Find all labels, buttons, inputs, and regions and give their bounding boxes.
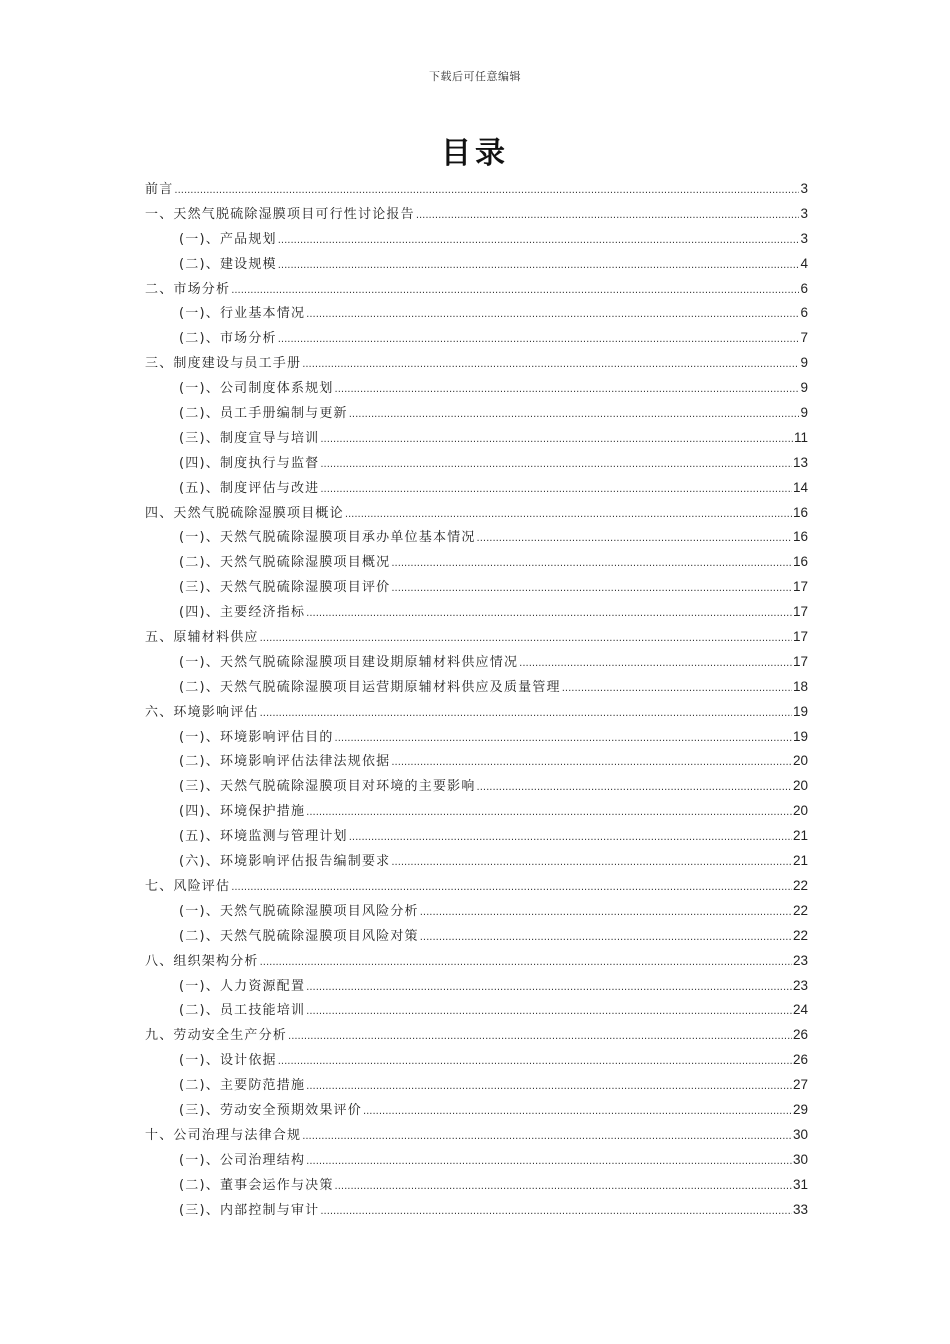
toc-dot-leader [278, 254, 800, 279]
toc-dot-leader [391, 577, 792, 602]
toc-dot-leader [306, 1000, 792, 1025]
toc-dot-leader [391, 751, 792, 776]
toc-entry-label: 二、市场分析 [145, 281, 231, 297]
toc-entry[interactable] [145, 401, 808, 426]
toc-dot-leader [349, 826, 792, 851]
toc-entry-page-number: 18 [792, 678, 808, 694]
toc-dot-leader [174, 179, 799, 204]
toc-entry-label: 九、劳动安全生产分析 [145, 1028, 288, 1044]
toc-entry-page-number: 17 [792, 604, 808, 620]
toc-dot-leader [306, 976, 792, 1001]
toc-dot-leader [349, 403, 800, 428]
toc-entry-label: 六、环境影响评估 [145, 704, 259, 720]
toc-entry[interactable] [145, 924, 808, 949]
toc-entry-label: (二)、建设规模 [179, 256, 277, 272]
toc-entry-page-number: 16 [792, 529, 808, 545]
toc-entry-page-number: 9 [800, 355, 808, 371]
toc-entry[interactable] [145, 899, 808, 924]
toc-entry-label: (三)、制度宣导与培训 [179, 430, 320, 446]
toc-entry[interactable] [145, 1048, 808, 1073]
toc-entry[interactable] [145, 252, 808, 277]
toc-entry-label: (一)、天然气脱硫除湿膜项目风险分析 [179, 903, 419, 919]
toc-dot-leader [306, 801, 792, 826]
toc-entry-page-number: 33 [792, 1201, 808, 1217]
toc-entry-label: (二)、天然气脱硫除湿膜项目概况 [179, 555, 391, 571]
toc-entry-label: (二)、天然气脱硫除湿膜项目运营期原辅材料供应及质量管理 [179, 679, 561, 695]
page-header: 下载后可任意编辑 [429, 70, 521, 83]
toc-entry-page-number: 21 [792, 828, 808, 844]
toc-entry-page-number: 14 [792, 479, 808, 495]
toc-entry[interactable] [145, 426, 808, 451]
toc-entry-label: (一)、产品规划 [179, 231, 277, 247]
toc-dot-leader [302, 353, 799, 378]
toc-entry[interactable] [145, 376, 808, 401]
toc-entry-label: 十、公司治理与法律合规 [145, 1127, 302, 1143]
toc-entry[interactable] [145, 177, 808, 202]
toc-dot-leader [306, 602, 792, 627]
toc-dot-leader [420, 926, 792, 951]
toc-dot-leader [477, 776, 792, 801]
toc-entry[interactable] [145, 1148, 808, 1173]
toc-entry[interactable] [145, 974, 808, 999]
toc-dot-leader [302, 1125, 792, 1150]
toc-entry[interactable] [145, 575, 808, 600]
toc-dot-leader [335, 1175, 792, 1200]
toc-dot-leader [231, 279, 799, 304]
toc-entry-page-number: 20 [792, 778, 808, 794]
toc-dot-leader [306, 303, 799, 328]
toc-dot-leader [278, 229, 800, 254]
toc-entry[interactable] [145, 277, 808, 302]
toc-entry-label: 八、组织架构分析 [145, 953, 259, 969]
toc-entry[interactable] [145, 700, 808, 725]
toc-entry[interactable] [145, 949, 808, 974]
toc-dot-leader [320, 453, 792, 478]
toc-entry[interactable] [145, 675, 808, 700]
toc-entry-page-number: 17 [792, 653, 808, 669]
toc-entry-label: (二)、天然气脱硫除湿膜项目风险对策 [179, 928, 419, 944]
toc-entry-label: (五)、制度评估与改进 [179, 480, 320, 496]
toc-entry[interactable] [145, 749, 808, 774]
toc-dot-leader [477, 527, 792, 552]
toc-dot-leader [345, 503, 792, 528]
toc-entry[interactable] [145, 301, 808, 326]
toc-entry-label: (一)、公司制度体系规划 [179, 381, 334, 397]
toc-entry-page-number: 16 [792, 504, 808, 520]
toc-dot-leader [306, 1075, 792, 1100]
toc-entry-label: (二)、员工手册编制与更新 [179, 406, 348, 422]
toc-dot-leader [519, 652, 792, 677]
toc-entry[interactable] [145, 1073, 808, 1098]
toc-entry[interactable] [145, 625, 808, 650]
toc-dot-leader [335, 727, 792, 752]
toc-entry-page-number: 17 [792, 629, 808, 645]
toc-entry[interactable] [145, 824, 808, 849]
toc-dot-leader [260, 702, 792, 727]
toc-dot-leader [288, 1025, 792, 1050]
toc-entry-label: (三)、天然气脱硫除湿膜项目对环境的主要影响 [179, 779, 476, 795]
toc-entry-label: 三、制度建设与员工手册 [145, 356, 302, 372]
toc-entry-label: 一、天然气脱硫除湿膜项目可行性讨论报告 [145, 206, 415, 222]
toc-entry[interactable] [145, 550, 808, 575]
toc-entry-label: (二)、主要防范措施 [179, 1078, 306, 1094]
toc-entry-page-number: 9 [800, 380, 808, 396]
toc-entry-label: (一)、公司治理结构 [179, 1152, 306, 1168]
toc-dot-leader [335, 378, 800, 403]
toc-entry-page-number: 11 [793, 429, 808, 445]
toc-dot-leader [320, 478, 792, 503]
toc-entry[interactable] [145, 476, 808, 501]
toc-entry[interactable] [145, 600, 808, 625]
toc-entry[interactable] [145, 1198, 808, 1223]
toc-entry-page-number: 4 [800, 255, 808, 271]
toc-entry-label: (一)、设计依据 [179, 1053, 277, 1069]
toc-entry[interactable] [145, 227, 808, 252]
toc-entry-page-number: 7 [800, 330, 808, 346]
toc-entry-label: (三)、内部控制与审计 [179, 1202, 320, 1218]
toc-entry[interactable] [145, 650, 808, 675]
toc-entry-label: (一)、天然气脱硫除湿膜项目建设期原辅材料供应情况 [179, 654, 519, 670]
toc-dot-leader [306, 1150, 792, 1175]
toc-entry-page-number: 24 [792, 1002, 808, 1018]
toc-entry-page-number: 30 [792, 1126, 808, 1142]
toc-dot-leader [562, 677, 792, 702]
toc-entry[interactable] [145, 202, 808, 227]
toc-dot-leader [320, 1200, 792, 1225]
toc-dot-leader [416, 204, 800, 229]
toc-entry-page-number: 31 [792, 1176, 808, 1192]
toc-entry-page-number: 19 [792, 728, 808, 744]
table-of-contents [145, 177, 808, 1222]
toc-entry-label: (一)、天然气脱硫除湿膜项目承办单位基本情况 [179, 530, 476, 546]
toc-entry-label: (四)、主要经济指标 [179, 605, 306, 621]
toc-entry-label: (二)、员工技能培训 [179, 1003, 306, 1019]
toc-entry-page-number: 3 [800, 205, 808, 221]
toc-entry-page-number: 17 [792, 579, 808, 595]
toc-entry-page-number: 22 [792, 877, 808, 893]
toc-entry[interactable] [145, 501, 808, 526]
toc-dot-leader [278, 1050, 792, 1075]
toc-entry-label: (四)、制度执行与监督 [179, 455, 320, 471]
toc-dot-leader [420, 901, 792, 926]
toc-entry-page-number: 19 [792, 703, 808, 719]
toc-dot-leader [231, 876, 792, 901]
toc-dot-leader [278, 328, 800, 353]
toc-entry-label: (二)、市场分析 [179, 331, 277, 347]
toc-entry[interactable] [145, 774, 808, 799]
toc-entry[interactable] [145, 725, 808, 750]
toc-entry[interactable] [145, 351, 808, 376]
toc-entry-label: (一)、行业基本情况 [179, 306, 306, 322]
toc-entry-page-number: 3 [800, 181, 808, 196]
toc-entry-page-number: 21 [792, 853, 808, 869]
toc-entry-label: (六)、环境影响评估报告编制要求 [179, 854, 391, 870]
toc-entry[interactable] [145, 525, 808, 550]
toc-entry-label: 七、风险评估 [145, 878, 231, 894]
toc-entry[interactable] [145, 451, 808, 476]
page-title: 目录 [441, 136, 509, 171]
toc-entry-page-number: 20 [792, 803, 808, 819]
toc-dot-leader [260, 627, 792, 652]
toc-entry-label: (四)、环境保护措施 [179, 804, 306, 820]
toc-entry-page-number: 22 [792, 902, 808, 918]
toc-entry[interactable] [145, 849, 808, 874]
toc-dot-leader [391, 851, 792, 876]
toc-entry[interactable] [145, 1098, 808, 1123]
toc-entry-label: 五、原辅材料供应 [145, 630, 259, 646]
toc-entry-page-number: 9 [800, 405, 808, 421]
toc-entry-page-number: 22 [792, 927, 808, 943]
toc-dot-leader [363, 1100, 792, 1125]
toc-entry[interactable] [145, 799, 808, 824]
toc-entry-label: (二)、董事会运作与决策 [179, 1177, 334, 1193]
toc-entry-page-number: 13 [792, 454, 808, 470]
toc-entry-label: 前言 [145, 182, 174, 197]
toc-entry-page-number: 6 [800, 280, 808, 296]
toc-entry-page-number: 29 [792, 1101, 808, 1117]
toc-dot-leader [391, 552, 792, 577]
toc-entry-label: (二)、环境影响评估法律法规依据 [179, 754, 391, 770]
toc-entry[interactable] [145, 1123, 808, 1148]
toc-dot-leader [260, 951, 792, 976]
toc-entry-page-number: 27 [792, 1077, 808, 1093]
toc-dot-leader [320, 428, 793, 453]
toc-entry-page-number: 23 [792, 952, 808, 968]
toc-entry-page-number: 30 [792, 1151, 808, 1167]
toc-entry-page-number: 3 [800, 230, 808, 246]
toc-entry-label: (三)、天然气脱硫除湿膜项目评价 [179, 580, 391, 596]
toc-entry-page-number: 26 [792, 1052, 808, 1068]
toc-entry-label: (三)、劳动安全预期效果评价 [179, 1102, 362, 1118]
toc-entry[interactable] [145, 998, 808, 1023]
toc-entry-label: (五)、环境监测与管理计划 [179, 829, 348, 845]
toc-entry-page-number: 26 [792, 1027, 808, 1043]
toc-entry-page-number: 23 [792, 977, 808, 993]
toc-entry[interactable] [145, 874, 808, 899]
toc-entry[interactable] [145, 326, 808, 351]
toc-entry-label: (一)、环境影响评估目的 [179, 729, 334, 745]
toc-entry[interactable] [145, 1173, 808, 1198]
toc-entry-page-number: 6 [800, 305, 808, 321]
toc-entry-page-number: 20 [792, 753, 808, 769]
toc-entry-label: 四、天然气脱硫除湿膜项目概论 [145, 505, 344, 521]
toc-entry[interactable] [145, 1023, 808, 1048]
toc-entry-page-number: 16 [792, 554, 808, 570]
toc-entry-label: (一)、人力资源配置 [179, 978, 306, 994]
